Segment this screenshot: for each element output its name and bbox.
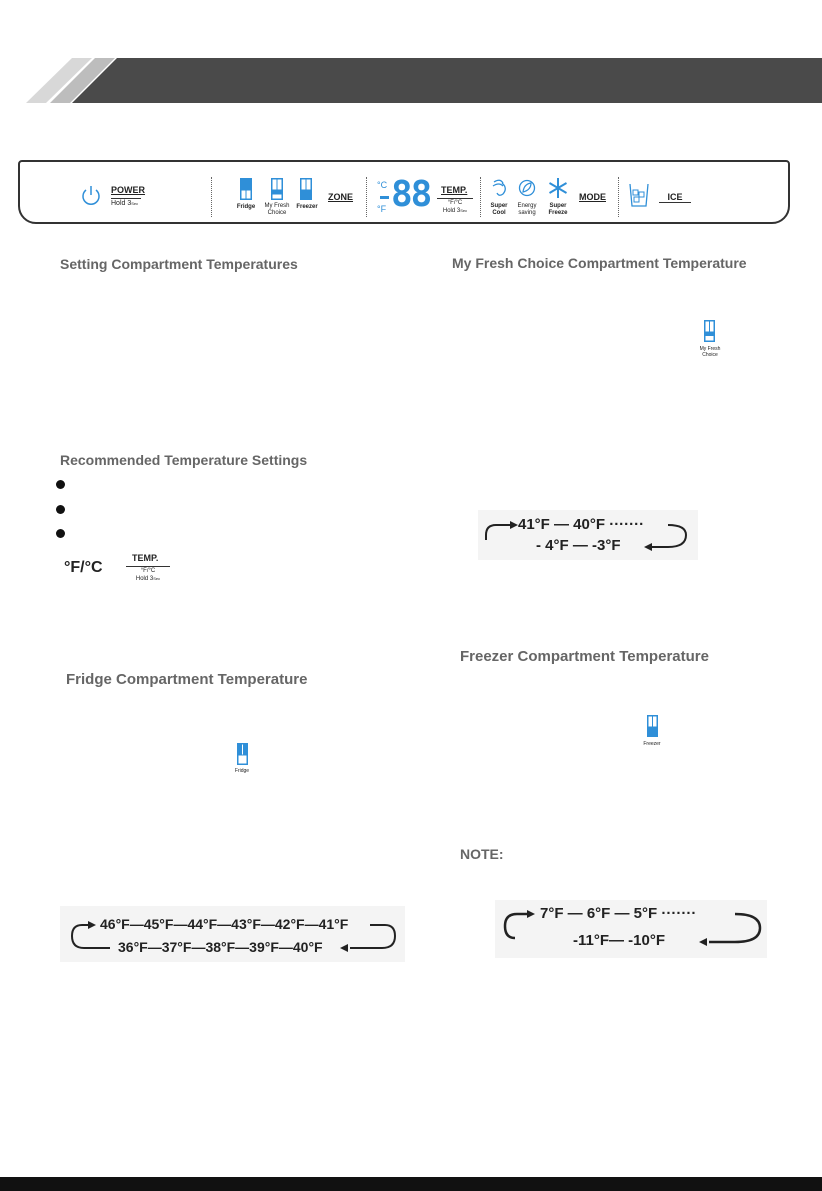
illustration-hold-text: Hold 3	[135, 576, 154, 582]
fresh-zone-icon[interactable]	[271, 178, 283, 200]
super-cool-label-2: Cool	[492, 210, 506, 216]
ice-icon[interactable]	[628, 180, 650, 208]
divider	[618, 177, 619, 217]
bullet	[56, 480, 65, 489]
divider	[366, 177, 367, 217]
temperature-display: 88	[391, 174, 431, 215]
illustration-hold	[126, 575, 170, 583]
bullet	[56, 505, 65, 514]
minus-segment	[380, 196, 389, 199]
freezer-icon	[647, 715, 658, 737]
footer-bar	[0, 1177, 822, 1191]
freezer-sequence	[495, 900, 767, 958]
freezer-zone-icon[interactable]	[300, 178, 312, 200]
illustration-hold-unit: Sec	[153, 576, 161, 581]
fresh-zone-label-1: My Fresh	[264, 203, 290, 209]
temp-hold-text: Hold 3	[442, 208, 461, 214]
snowflake-icon[interactable]	[548, 177, 568, 199]
mode-button[interactable]: MODE	[579, 192, 606, 202]
fresh-sequence-top: 41°F — 40°F ·······	[518, 516, 645, 533]
fresh-choice-icon-label-2: Choice	[702, 352, 718, 358]
divider	[480, 177, 481, 217]
power-icon[interactable]	[80, 184, 102, 206]
note-label: NOTE:	[460, 846, 504, 862]
freezer-sequence-bottom: -11°F— -10°F	[573, 932, 666, 949]
energy-saving-icon[interactable]	[518, 178, 536, 198]
power-hold-unit: Sec	[131, 201, 139, 206]
fridge-icon	[237, 743, 248, 765]
fridge-icon-label: Fridge	[234, 768, 250, 774]
super-freeze-label	[545, 203, 571, 217]
fridge-zone-icon[interactable]	[240, 178, 252, 200]
fresh-heading: My Fresh Choice Compartment Temperature	[452, 255, 747, 271]
fresh-sequence-bottom: - 4°F — -3°F	[536, 537, 621, 554]
unit-c-indicator: °C	[377, 180, 388, 190]
temp-units: °F/°C	[447, 200, 463, 206]
header-decoration	[0, 0, 822, 110]
energy-saving-label-2: saving	[518, 210, 536, 216]
temp-button-illustration: TEMP.	[132, 553, 159, 563]
temp-button-sub	[437, 198, 473, 215]
super-freeze-label-2: Freeze	[548, 210, 568, 216]
temp-hold	[437, 207, 473, 215]
divider	[211, 177, 212, 217]
fridge-sequence-bottom: 36°F—37°F—38°F—39°F—40°F	[118, 939, 323, 955]
fresh-sequence	[478, 510, 698, 560]
fresh-choice-icon-label-1: My Fresh	[699, 346, 721, 352]
energy-saving-label-1: Energy	[517, 203, 537, 209]
fresh-choice-icon-label	[694, 346, 726, 358]
super-cool-label-1: Super	[490, 203, 508, 209]
ice-button[interactable]: ICE	[659, 192, 691, 203]
fridge-sequence	[60, 906, 405, 962]
bullet	[56, 529, 65, 538]
illustration-units: °F/°C	[140, 568, 156, 574]
freezer-heading: Freezer Compartment Temperature	[460, 648, 709, 665]
super-freeze-label-1: Super	[549, 203, 567, 209]
fresh-zone-label-2: Choice	[267, 210, 287, 216]
recommended-heading: Recommended Temperature Settings	[60, 452, 308, 468]
power-hold	[111, 198, 141, 207]
super-cool-label	[486, 203, 512, 217]
fridge-zone-label: Fridge	[236, 204, 256, 210]
freezer-sequence-top: 7°F — 6°F — 5°F ·······	[540, 905, 697, 922]
freezer-zone-label: Freezer	[296, 204, 318, 210]
temp-hold-unit: Sec	[460, 208, 468, 213]
unit-toggle-text: °F/°C	[64, 559, 103, 576]
unit-f-indicator: °F	[377, 204, 387, 214]
setting-heading: Setting Compartment Temperatures	[60, 256, 298, 272]
energy-saving-label	[513, 203, 541, 217]
power-hold-text: Hold 3	[111, 200, 132, 207]
temp-button-illustration-sub	[126, 566, 170, 583]
freezer-icon-label: Freezer	[643, 741, 661, 747]
super-cool-icon[interactable]	[491, 178, 509, 198]
zone-button[interactable]: ZONE	[328, 192, 354, 202]
power-label[interactable]: POWER	[111, 185, 146, 195]
fridge-heading: Fridge Compartment Temperature	[66, 671, 308, 688]
temp-button[interactable]: TEMP.	[441, 185, 468, 195]
fresh-zone-label	[260, 203, 294, 217]
fridge-sequence-top: 46°F—45°F—44°F—43°F—42°F—41°F	[100, 916, 349, 932]
fresh-choice-icon	[704, 320, 715, 342]
